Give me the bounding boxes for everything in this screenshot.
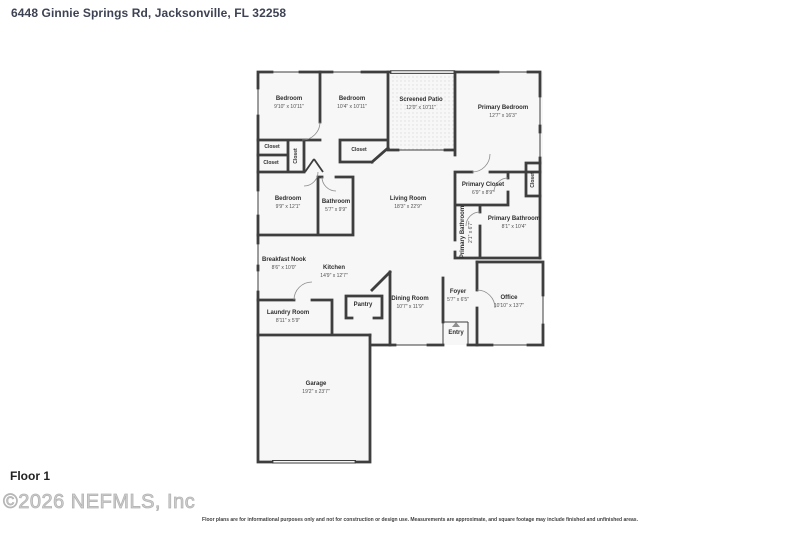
room-name: Living Room	[389, 195, 427, 202]
room-name: Dining Room	[391, 295, 429, 302]
room-dims: 5'7" x 9'9"	[325, 206, 347, 213]
closet-label-3: Closet	[292, 148, 299, 164]
room-dims: 2'1" x 6'7"	[467, 221, 474, 243]
floor-label: Floor 1	[10, 469, 51, 483]
room-name: Primary Bathroom	[459, 205, 466, 259]
room-dims: 12'0" x 10'11"	[406, 104, 436, 111]
closet-label-4: Closet	[351, 146, 367, 153]
watermark: ©2026 NEFMLS, Inc	[3, 491, 196, 513]
room-label-primary-bathroom	[488, 216, 540, 230]
room-name: Primary Bathroom	[487, 215, 541, 222]
room-name: Foyer	[449, 288, 467, 295]
room-name: Kitchen	[322, 264, 346, 271]
closet-label-5: Closet	[529, 172, 536, 188]
entry-label	[448, 330, 463, 338]
page-title: 6448 Ginnie Springs Rd, Jacksonville, FL 32258	[11, 6, 287, 20]
entry-arrow-icon	[452, 322, 460, 327]
room-dims: 10'10" x 13'7"	[493, 302, 525, 309]
room-dims: 8'11" x 5'9"	[275, 317, 301, 324]
closet-label-2: Closet	[263, 159, 279, 166]
room-dims: 12'7" x 16'3"	[489, 112, 517, 119]
room-dims: 10'7" x 11'9"	[396, 303, 424, 310]
room-label-pantry	[354, 302, 373, 310]
room-label-bedroom-1	[274, 96, 304, 110]
room-dims: 10'4" x 10'11"	[337, 103, 367, 110]
room-name: Bedroom	[338, 95, 366, 102]
room-label-screened-patio	[399, 97, 442, 111]
room-label-garage	[302, 381, 329, 395]
room-dims: 9'10" x 10'11"	[274, 103, 304, 110]
room-dims: 6'9" x 8'9"	[472, 189, 494, 196]
room-name: Garage	[305, 380, 327, 387]
room-dims: 14'9" x 12'7"	[320, 272, 348, 279]
room-label-kitchen	[320, 265, 347, 279]
room-name: Pantry	[353, 302, 373, 309]
room-label-living-room	[390, 196, 426, 210]
room-label-bathroom	[322, 199, 350, 213]
entry-text: Entry	[448, 330, 464, 337]
room-label-primary-water-closet	[460, 206, 474, 258]
room-name: Primary Closet	[461, 181, 505, 188]
room-label-primary-closet	[462, 182, 504, 196]
room-label-breakfast-nook	[262, 257, 306, 271]
room-label-primary-bedroom	[478, 105, 528, 119]
room-name: Bedroom	[274, 195, 302, 202]
room-label-office	[494, 295, 524, 309]
room-dims: 8'1" x 10'4"	[501, 223, 527, 230]
screened-patio-fill	[390, 73, 455, 150]
room-dims: 8'6" x 10'0"	[271, 264, 297, 271]
room-label-laundry-room	[267, 310, 309, 324]
room-name: Breakfast Nook	[261, 256, 307, 263]
room-label-dining-room	[391, 296, 428, 310]
room-name: Primary Bedroom	[477, 104, 529, 111]
room-name: Office	[500, 294, 518, 301]
closet-label-1: Closet	[264, 143, 280, 150]
room-label-foyer	[447, 289, 469, 303]
room-dims: 18'3" x 22'9"	[394, 203, 422, 210]
room-label-bedroom-2	[337, 96, 367, 110]
room-dims: 19'2" x 23'7"	[302, 388, 330, 395]
room-label-bedroom-3	[275, 196, 301, 210]
room-dims: 5'7" x 6'5"	[447, 296, 469, 303]
room-name: Bathroom	[321, 198, 351, 205]
disclaimer: Floor plans are for informational purposes only and not for construction or design use. Measurements are approximate, and square footage may include finished and unfinished areas.	[202, 517, 638, 523]
room-name: Screened Patio	[399, 96, 443, 103]
room-dims: 9'9" x 12'1"	[275, 203, 301, 210]
room-name: Laundry Room	[266, 309, 310, 316]
room-name: Bedroom	[275, 95, 303, 102]
garage-fill	[258, 335, 370, 462]
